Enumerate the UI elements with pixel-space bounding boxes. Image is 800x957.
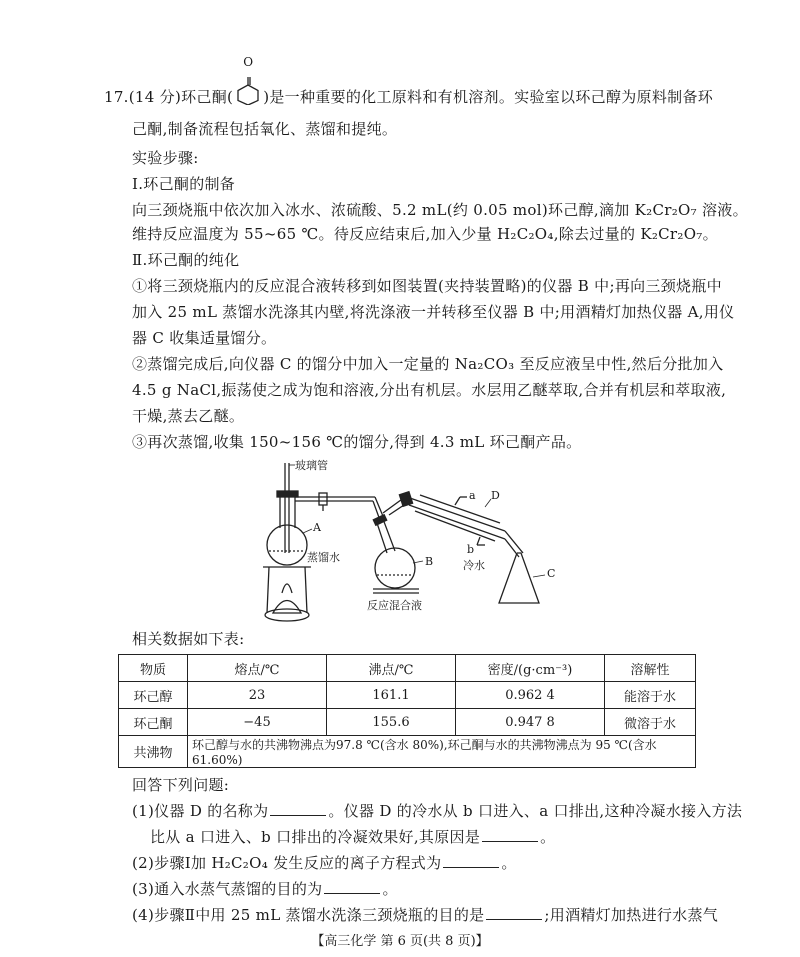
answer-blank-4[interactable] [324, 879, 380, 894]
step2-p2-line3: 干燥,蒸去乙醚。 [132, 407, 245, 425]
page-footer: 【高三化学 第 6 页(共 8 页)】 [311, 934, 489, 949]
q3-line [132, 878, 398, 899]
question-score: (14 分) [128, 88, 182, 106]
step2-p1-line3: 器 C 收集适量馏分。 [132, 329, 277, 347]
apparatus-svg [255, 453, 575, 643]
table-cell: 161.1 [327, 682, 456, 709]
cyclohexanone-structure [233, 55, 263, 105]
table-cell: 0.947 8 [456, 709, 605, 736]
table-header-row [119, 655, 696, 682]
table-cell: 环己酮 [119, 709, 188, 736]
azeotrope-text: 环己醇与水的共沸物沸点为97.8 ℃(含水 80%),环己酮与水的共沸物沸点为 95 ℃(含水61.60%) [188, 736, 696, 768]
table-caption: 相关数据如下表: [132, 630, 245, 648]
intro-line2: 己酮,制备流程包括氧化、蒸馏和提纯。 [132, 120, 398, 138]
q2-part-a: (2)步骤Ⅰ加 H₂C₂O₄ 发生反应的离子方程式为 [132, 854, 442, 872]
q4-line [132, 904, 718, 925]
answers-heading: 回答下列问题: [132, 776, 230, 794]
intro-part1: 环己酮( [181, 88, 234, 106]
step2-p1-line2: 加入 25 mL 蒸馏水洗涤其内壁,将洗涤液一并转移至仪器 B 中;用酒精灯加热仪器 A,用仪 [132, 303, 735, 321]
step2-p3: ③再次蒸馏,收集 150~156 ℃的馏分,得到 4.3 mL 环己酮产品。 [132, 433, 582, 451]
label-C: C [547, 567, 556, 580]
table-cell: 环己醇 [119, 682, 188, 709]
table-header-cell: 沸点/℃ [327, 655, 456, 682]
label-b: b [467, 543, 475, 556]
table-cell: 0.962 4 [456, 682, 605, 709]
cyclohexanone-icon [233, 71, 263, 105]
q1-part-b: 。仪器 D 的冷水从 b 口进入、a 口排出,这种冷凝水接入方法 [328, 802, 743, 820]
intro-part2: )是一种重要的化工原料和有机溶剂。实验室以环己醇为原料制备环 [263, 88, 714, 106]
label-B: B [425, 555, 434, 568]
q2-line [132, 852, 517, 873]
table-row [119, 709, 696, 736]
table-row-azeotrope [119, 736, 696, 768]
table-header-cell: 物质 [119, 655, 188, 682]
distilled-water-label: 蒸馏水 [307, 551, 340, 564]
reaction-mix-label: 反应混合液 [367, 599, 422, 612]
table-cell: 23 [188, 682, 327, 709]
distillation-apparatus-diagram [255, 453, 575, 643]
table-header-cell: 溶解性 [605, 655, 696, 682]
step2-p2-line2: 4.5 g NaCl,振荡使之成为饱和溶液,分出有机层。水层用乙醚萃取,合并有机层和萃取液, [132, 381, 727, 399]
table-cell: −45 [188, 709, 327, 736]
question-intro-line1 [104, 55, 714, 107]
q4-part-b: ;用酒精灯加热进行水蒸气 [544, 906, 719, 924]
table-cell: 155.6 [327, 709, 456, 736]
question-number: 17. [104, 88, 129, 106]
step1-line1: 向三颈烧瓶中依次加入冰水、浓硫酸、5.2 mL(约 0.05 mol)环己醇,滴加 K₂Cr₂O₇ 溶液。 [132, 201, 748, 219]
step1-title: Ⅰ.环己酮的制备 [132, 175, 236, 193]
q4-part-a: (4)步骤Ⅱ中用 25 mL 蒸馏水洗涤三颈烧瓶的目的是 [132, 906, 485, 924]
table-cell: 共沸物 [119, 736, 188, 768]
glass-tube-label: 玻璃管 [295, 459, 328, 472]
q3-part-a: (3)通入水蒸气蒸馏的目的为 [132, 880, 323, 898]
table-cell: 微溶于水 [605, 709, 696, 736]
table-header-cell: 密度/(g·cm⁻³) [456, 655, 605, 682]
step2-p1-line1: ①将三颈烧瓶内的反应混合液转移到如图装置(夹持装置略)的仪器 B 中;再向三颈烧瓶中 [132, 277, 722, 295]
q1-part-d: 。 [540, 828, 556, 846]
answer-blank-1[interactable] [270, 801, 326, 816]
q2-part-b: 。 [501, 854, 517, 872]
q1-part-a: (1)仪器 D 的名称为 [132, 802, 269, 820]
label-a: a [469, 489, 476, 502]
step2-title: Ⅱ.环己酮的纯化 [132, 251, 240, 269]
table-cell: 能溶于水 [605, 682, 696, 709]
q1-line1 [132, 800, 742, 821]
steps-heading: 实验步骤: [132, 149, 199, 167]
answer-blank-3[interactable] [443, 853, 499, 868]
step2-p2-line1: ②蒸馏完成后,向仪器 C 的馏分中加入一定量的 Na₂CO₃ 至反应液呈中性,然后分批加入 [132, 355, 724, 373]
q3-part-b: 。 [382, 880, 398, 898]
table-row [119, 682, 696, 709]
q1-part-c: 比从 a 口进入、b 口排出的冷凝效果好,其原因是 [150, 828, 481, 846]
step1-line2: 维持反应温度为 55~65 ℃。待反应结束后,加入少量 H₂C₂O₄,除去过量的 K₂Cr₂O₇。 [132, 225, 718, 243]
table-header-cell: 熔点/℃ [188, 655, 327, 682]
label-D: D [491, 489, 500, 502]
answer-blank-5[interactable] [486, 905, 542, 920]
label-A: A [313, 521, 321, 534]
answer-blank-2[interactable] [482, 827, 538, 842]
q1-line2 [150, 826, 555, 847]
properties-table [118, 654, 696, 768]
oxygen-label: O [243, 55, 254, 69]
cold-water-label: 冷水 [463, 559, 485, 572]
